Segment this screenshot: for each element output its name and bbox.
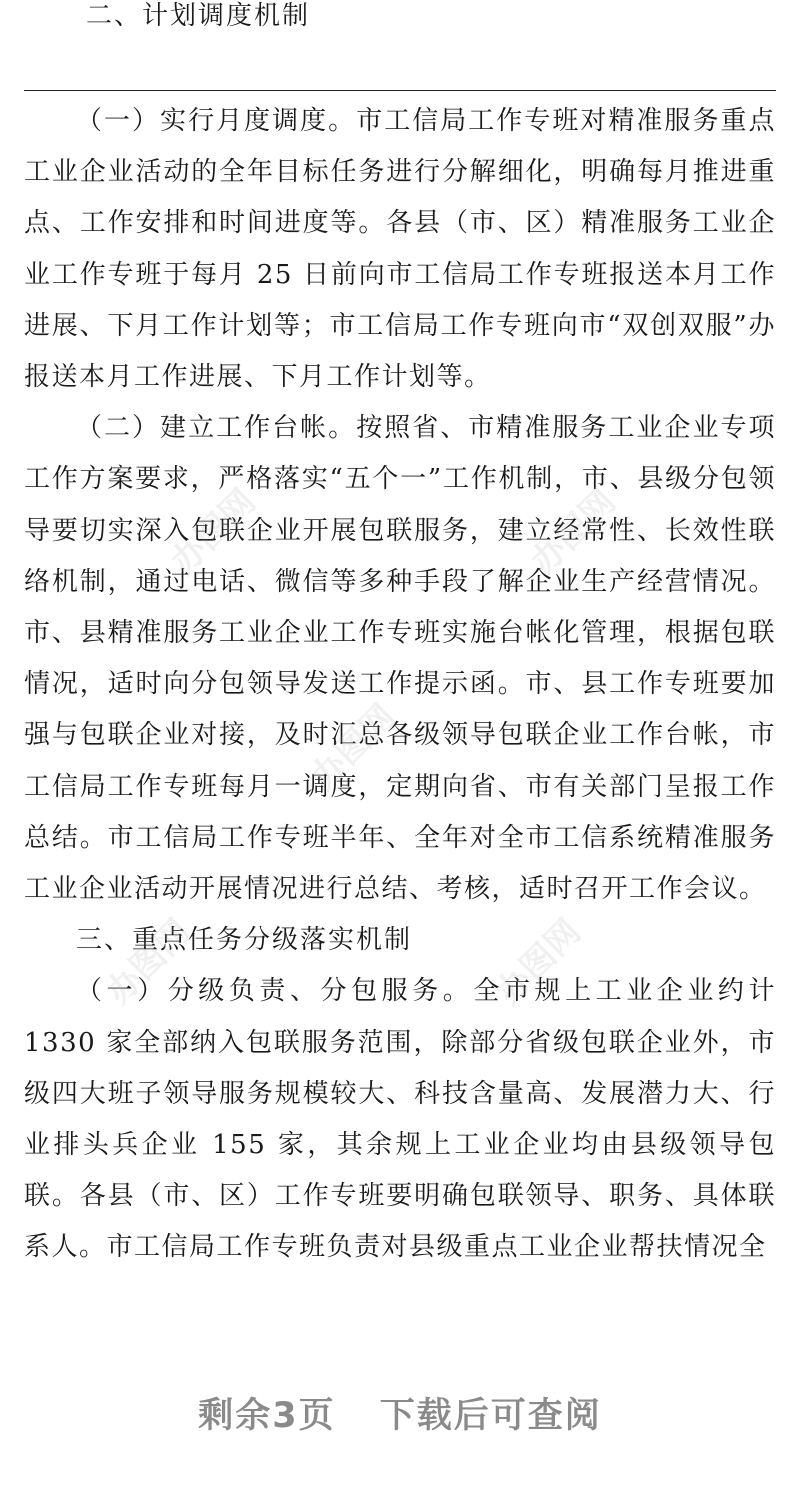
- watermark: 办图网: [303, 696, 404, 798]
- paragraph-monthly-dispatch: （一）实行月度调度。市工信局工作专班对精准服务重点工业企业活动的全年目标任务进行分解细化，明确每月推进重点、工作安排和时间进度等。各县（市、区）精准服务工业企业工作专班于每月 25 日前向市工信局工作专班报送本月工作进展、下月工作计划等；市工信局工作专班向市“双创双服”办报送本月工作进展、下月工作计划等。: [24, 106, 776, 393]
- section-title: 二、计划调度机制: [86, 1, 311, 31]
- download-hint-label: 下载后可查阅: [379, 1396, 602, 1436]
- remaining-pages-label: 剩余3页: [198, 1396, 336, 1436]
- watermark: 办图网: [488, 911, 589, 1013]
- document-body: [24, 96, 776, 1274]
- paragraph-work-ledger: （二）建立工作台帐。按照省、市精准服务工业企业专项工作方案要求，严格落实“五个一”工作机制，市、县级分包领导要切实深入包联企业开展包联服务，建立经常性、长效性联络机制，通过电话、微信等多种手段了解企业生产经营情况。市、县精准服务工业企业工作专班实施台帐化管理，根据包联情况，适时向分包领导发送工作提示函。市、县工作专班要加强与包联企业对接，及时汇总各级领导包联企业工作台帐，市工信局工作专班每月一调度，定期向省、市有关部门呈报工作总结。市工信局工作专班半年、全年对全市工信系统精准服务工业企业活动开展情况进行总结、考核，适时召开工作会议。: [24, 413, 776, 905]
- watermark: 办图网: [163, 481, 264, 583]
- watermark: 办图网: [523, 481, 624, 583]
- watermark: 办图网: [98, 911, 199, 1013]
- paragraph-tiered-service: （一）分级负责、分包服务。全市规上工业企业约计 1330 家全部纳入包联服务范围，除部分省级包联企业外，市级四大班子领导服务规模较大、科技含量高、发展潜力大、行业排头兵企业 155 家，其余规上工业企业均由县级领导包联。各县（市、区）工作专班要明确包联领导、职务、具体联系人。市工信局工作专班负责对县级重点工业企业帮扶情况全: [24, 976, 776, 1263]
- horizontal-rule: [24, 90, 776, 91]
- remaining-pages-banner[interactable]: [0, 1388, 800, 1438]
- section-title-3: 三、重点任务分级落实机制: [76, 925, 413, 956]
